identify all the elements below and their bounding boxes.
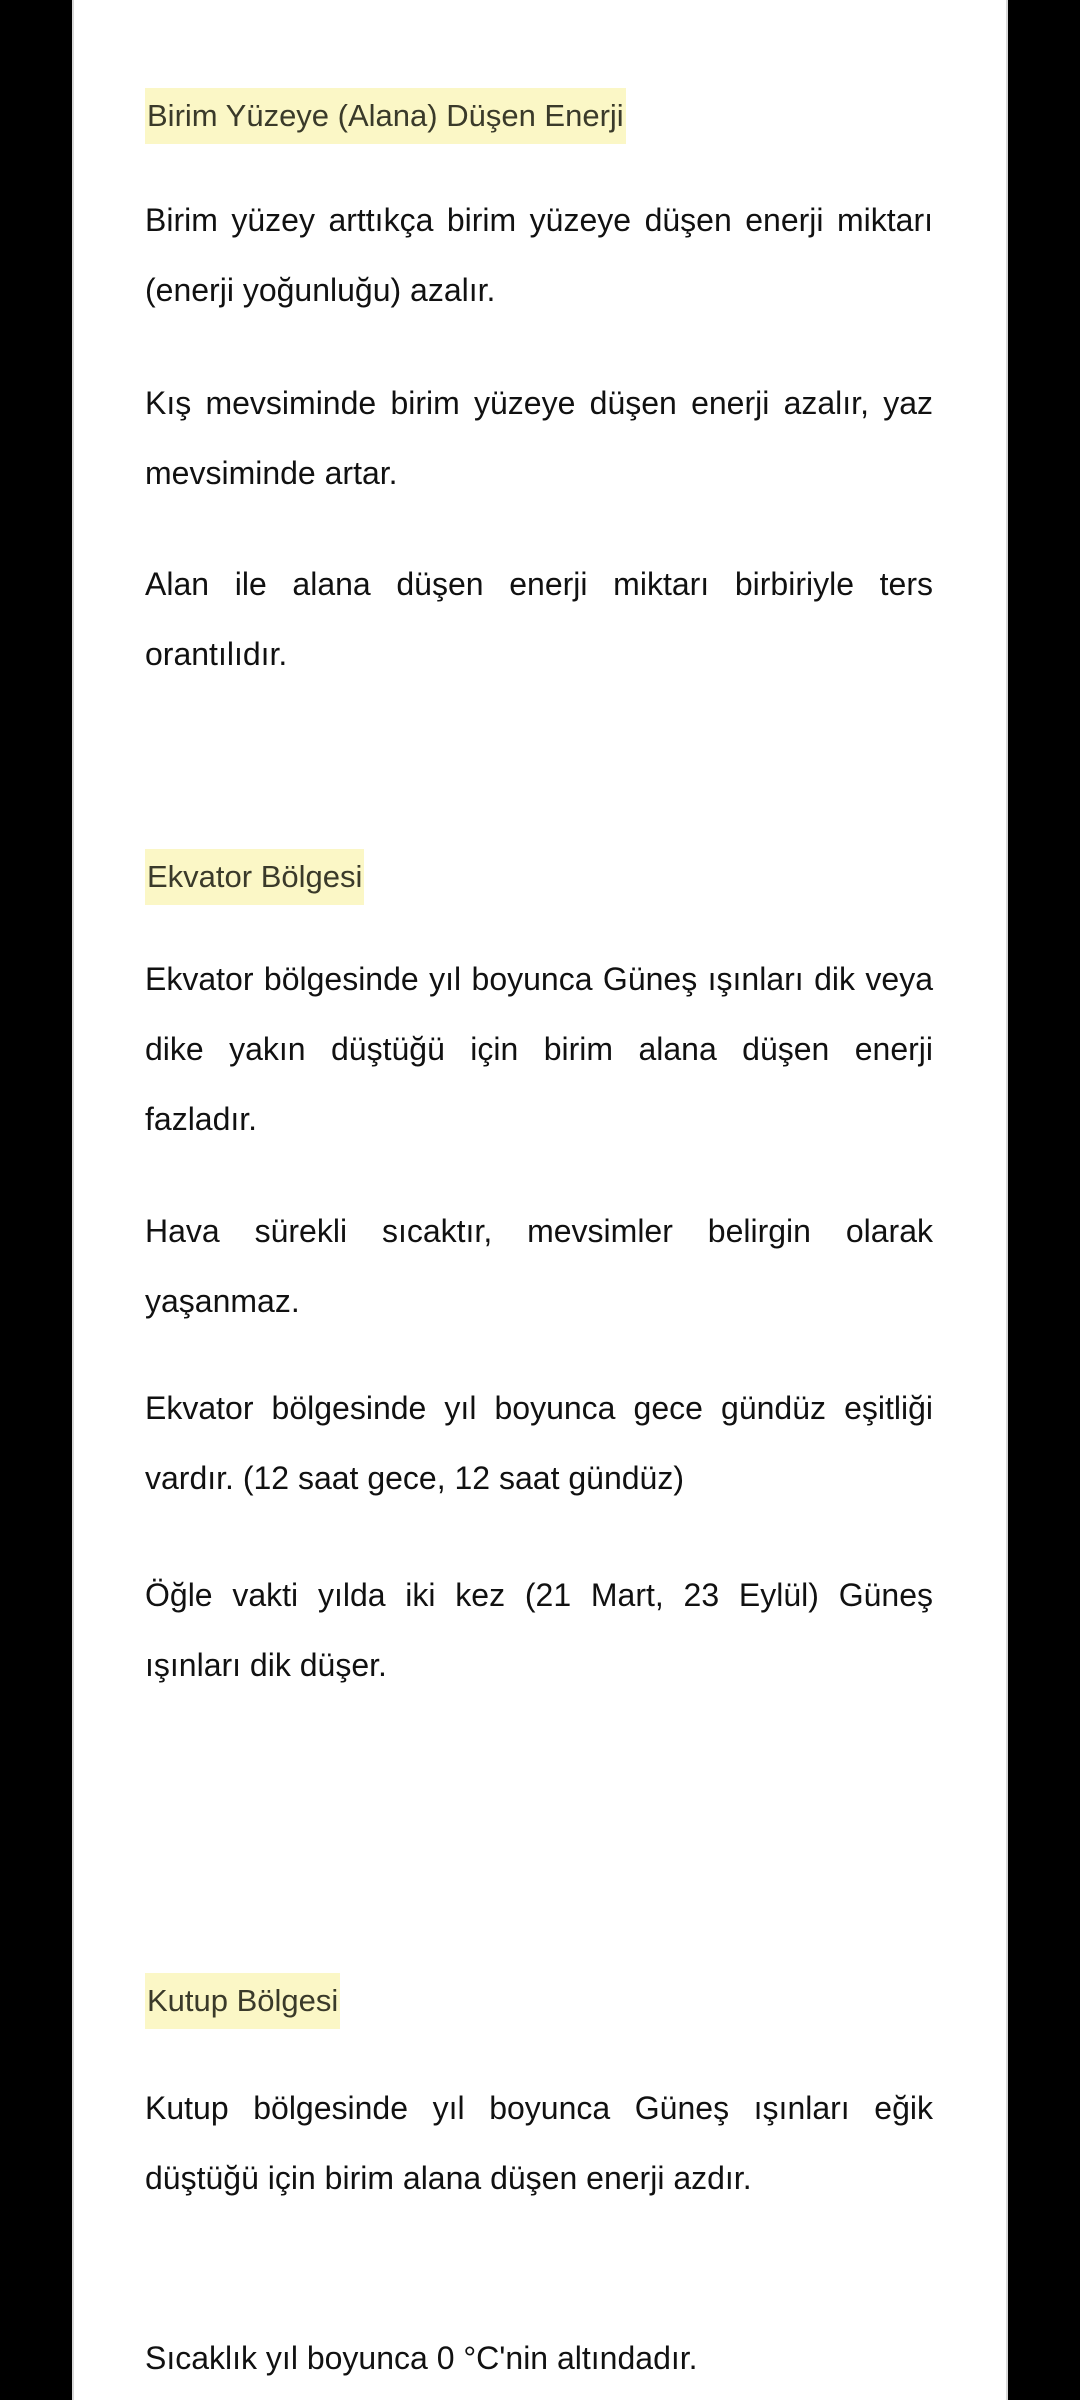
paragraph: Alan ile alana düşen enerji miktarı birbiriyle ters orantılıdır.: [145, 566, 933, 672]
section-heading: Birim Yüzeye (Alana) Düşen Enerji: [145, 88, 626, 144]
paragraph: Kış mevsiminde birim yüzeye düşen enerji azalır, yaz mevsiminde artar.: [145, 385, 933, 491]
paragraph: Birim yüzey arttıkça birim yüzeye düşen enerji miktarı (enerji yoğunluğu) azalır.: [145, 202, 933, 308]
paragraph: Sıcaklık yıl boyunca 0 °C'nin altındadır.: [145, 2340, 698, 2376]
paragraph: Ekvator bölgesinde yıl boyunca gece gündüz eşitliği vardır. (12 saat gece, 12 saat gündüz): [145, 1390, 933, 1496]
section-heading: Ekvator Bölgesi: [145, 849, 364, 905]
paragraph: Ekvator bölgesinde yıl boyunca Güneş ışınları dik veya dike yakın düştüğü için birim alana düşen enerji fazladır.: [145, 961, 933, 1137]
section-heading: Kutup Bölgesi: [145, 1973, 340, 2029]
paragraph: Kutup bölgesinde yıl boyunca Güneş ışınları eğik düştüğü için birim alana düşen enerji azdır.: [145, 2090, 933, 2196]
paragraph: Öğle vakti yılda iki kez (21 Mart, 23 Eylül) Güneş ışınları dik düşer.: [145, 1577, 933, 1683]
paragraph: Hava sürekli sıcaktır, mevsimler belirgin olarak yaşanmaz.: [145, 1213, 933, 1319]
